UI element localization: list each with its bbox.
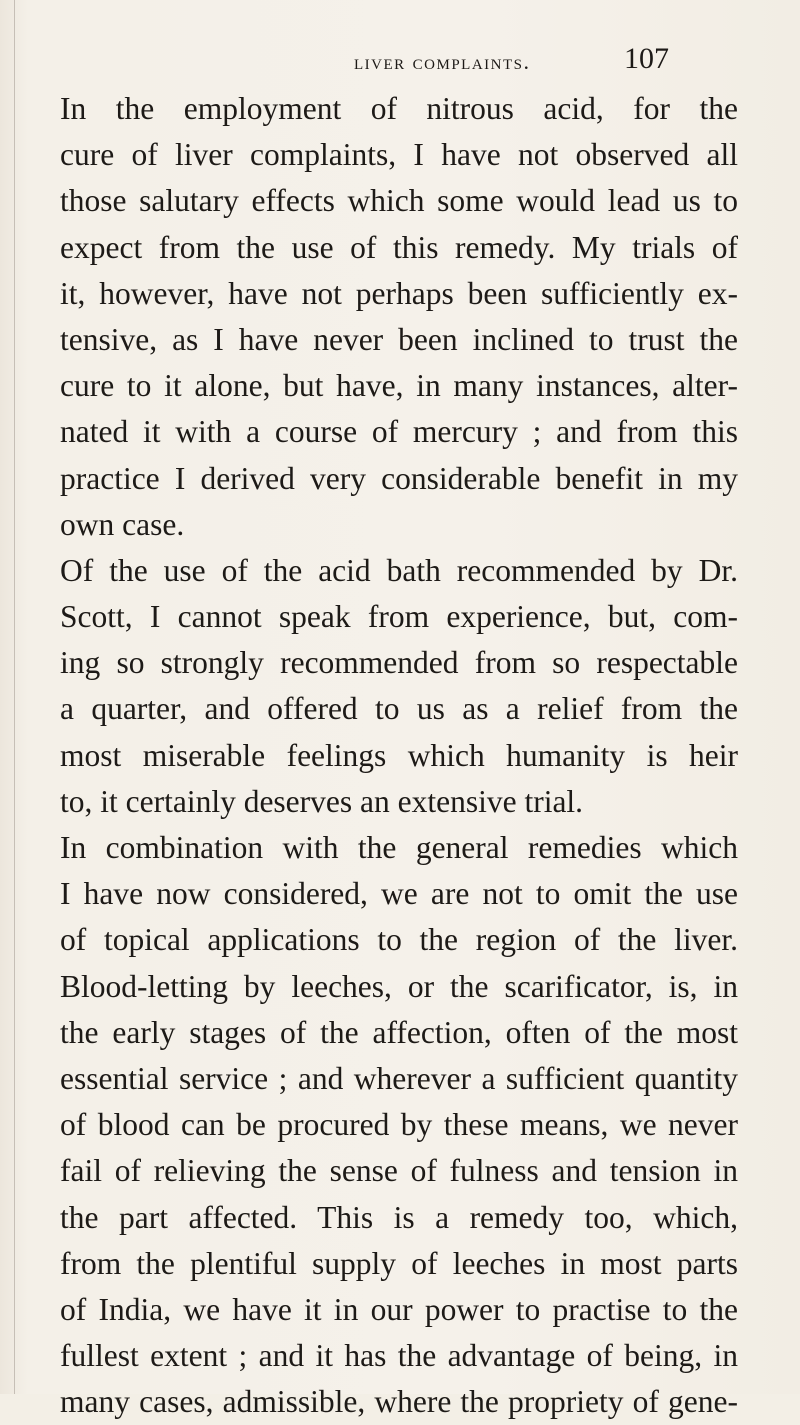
text-line: most miserable feelings which humanity is heir bbox=[60, 737, 738, 773]
text-line: nated it with a course of mercury ; and from this bbox=[60, 414, 738, 450]
text-line: tensive, as I have never been inclined to trust the bbox=[60, 321, 738, 357]
text-line: the early stages of the affection, often of the most bbox=[60, 1014, 738, 1050]
page-number: 107 bbox=[624, 42, 669, 75]
text-line: fullest extent ; and it has the advantage of being, in bbox=[60, 1338, 738, 1374]
text-line: fail of relieving the sense of fulness and tension in bbox=[60, 1153, 738, 1189]
text-line: of India, we have it in our power to practise to the bbox=[60, 1291, 738, 1327]
text-line: a quarter, and offered to us as a relief from the bbox=[60, 691, 738, 727]
text-line: of blood can be procured by these means, we never bbox=[60, 1107, 738, 1143]
text-line: expect from the use of this remedy. My trials of bbox=[60, 229, 738, 265]
text-line: practice I derived very considerable benefit in my bbox=[60, 460, 738, 496]
text-line: own case. bbox=[60, 506, 185, 542]
text-line: ing so strongly recommended from so respectable bbox=[60, 645, 738, 681]
page-edge-shadow bbox=[14, 0, 15, 1394]
text-line: many cases, admissible, where the propriety of gene- bbox=[60, 1384, 738, 1420]
text-line: from the plentiful supply of leeches in most parts bbox=[60, 1245, 738, 1281]
text-line: it, however, have not perhaps been sufficiently ex- bbox=[60, 275, 738, 311]
running-head: liver complaints. bbox=[354, 49, 531, 74]
text-line: essential service ; and wherever a sufficient quantity bbox=[60, 1060, 738, 1096]
text-line: Scott, I cannot speak from experience, but, com- bbox=[60, 599, 738, 635]
text-line: cure to it alone, but have, in many instances, alter- bbox=[60, 368, 738, 404]
text-line: cure of liver complaints, I have not observed all bbox=[60, 137, 738, 173]
body-text bbox=[60, 86, 738, 1425]
text-line: Blood-letting by leeches, or the scarificator, is, in bbox=[60, 968, 738, 1004]
text-line: I have now considered, we are not to omit the use bbox=[60, 876, 738, 912]
text-line: In the employment of nitrous acid, for the bbox=[60, 91, 738, 126]
text-line: In combination with the general remedies which bbox=[60, 830, 738, 865]
text-line: those salutary effects which some would lead us to bbox=[60, 183, 738, 219]
text-line: Of the use of the acid bath recommended by Dr. bbox=[60, 552, 738, 588]
text-line: to, it certainly deserves an extensive trial. bbox=[60, 783, 584, 819]
text-line: the part affected. This is a remedy too, which, bbox=[60, 1199, 738, 1235]
text-line: of topical applications to the region of the liver. bbox=[60, 922, 738, 958]
